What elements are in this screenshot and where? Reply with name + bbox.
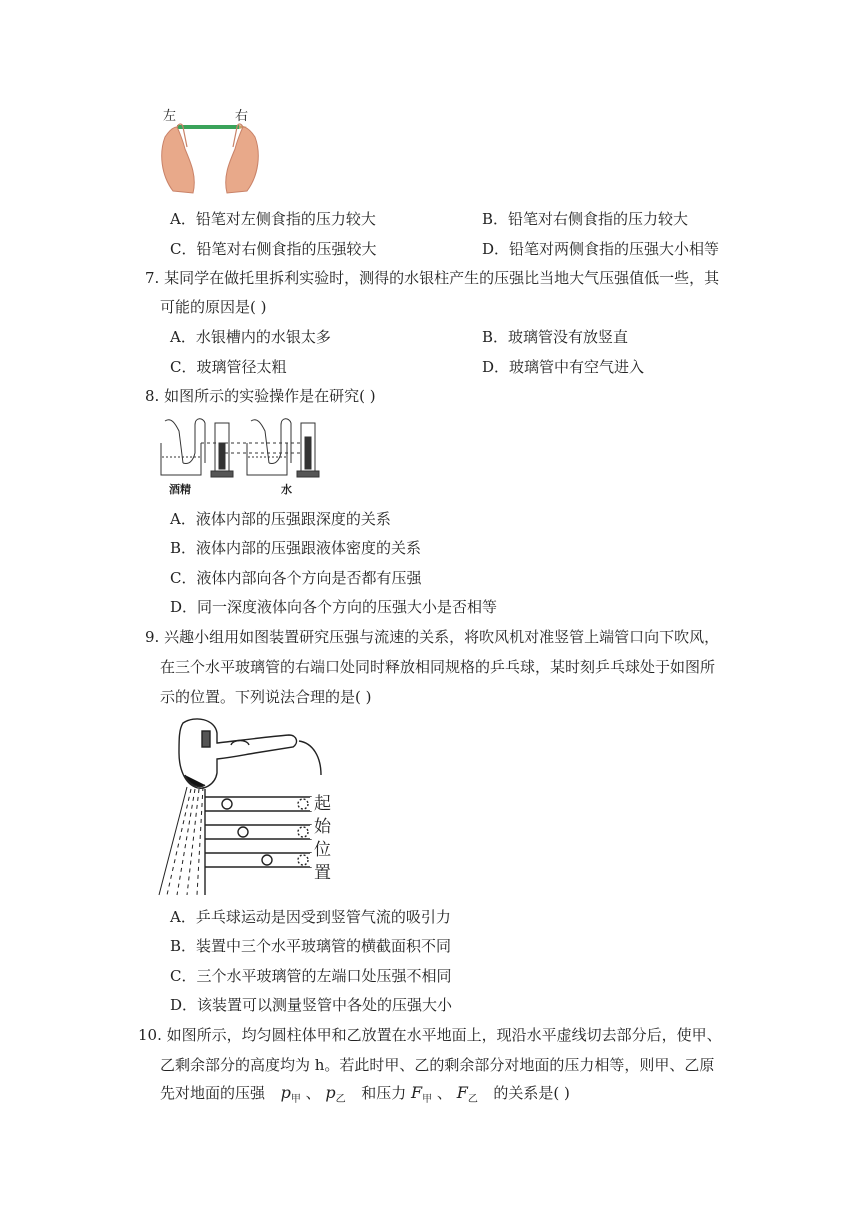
symbol-p-jia: p (280, 1083, 291, 1102)
horizontal-tube-3 (205, 853, 311, 867)
horizontal-tube-2 (205, 825, 311, 839)
horizontal-tube-1 (205, 797, 311, 811)
symbol-f-jia: F (411, 1083, 423, 1102)
q7-stem-line2: 可能的原因是( ) (160, 298, 267, 316)
label-start-2: 始 (314, 817, 331, 837)
pencil-fingers-figure (155, 105, 265, 197)
q8-option-b: B．液体内部的压强跟液体密度的关系 (170, 539, 422, 557)
power-cord (299, 741, 321, 775)
dryer-switch (202, 731, 210, 747)
label-left: 左 (163, 109, 177, 124)
hairdryer-tube-figure (155, 713, 340, 898)
label-water: 水 (281, 483, 292, 496)
sep-1: 、 (305, 1084, 321, 1102)
hairdryer-tube-illustration (155, 713, 340, 898)
and-force: 和压力 (361, 1084, 407, 1102)
q8-option-c: C．液体内部向各个方向是否都有压强 (170, 569, 422, 587)
label-alcohol: 酒精 (169, 483, 191, 496)
start-ball-1 (298, 799, 308, 809)
pencil-body (177, 125, 239, 129)
q8-option-a: A．液体内部的压强跟深度的关系 (170, 510, 391, 528)
q8-option-d: D．同一深度液体向各个方向的压强大小是否相等 (170, 598, 498, 616)
q10-line3-start: 先对地面的压强 (160, 1084, 266, 1102)
hair-dryer (179, 719, 296, 788)
label-right: 右 (235, 109, 249, 124)
q7-option-b: B．玻璃管没有放竖直 (482, 328, 629, 346)
right-hand (226, 127, 259, 193)
symbol-p-yi: p (325, 1083, 336, 1102)
pressure-gauge-figure (155, 413, 325, 497)
q10-stem-line3 (160, 1083, 570, 1110)
q9-option-a: A．乒乓球运动是因受到竖管气流的吸引力 (170, 908, 451, 926)
q9-stem-line1: 9. 兴趣小组用如图装置研究压强与流速的关系，将吹风机对准竖管上端管口向下吹风， (145, 628, 720, 646)
label-start-1: 起 (314, 794, 331, 814)
sub-jia-2: 甲 (422, 1094, 433, 1105)
q7-option-a: A．水银槽内的水银太多 (170, 328, 331, 346)
start-ball-3 (298, 855, 308, 865)
q6-option-b: B．铅笔对右侧食指的压力较大 (482, 210, 689, 228)
sep-2: 、 (436, 1084, 452, 1102)
start-ball-2 (298, 827, 308, 837)
symbol-f-yi: F (456, 1083, 468, 1102)
q7-option-c: C．玻璃管径太粗 (170, 358, 287, 376)
sub-yi-2: 乙 (467, 1094, 478, 1105)
ball-3 (262, 855, 272, 865)
q10-stem-line1: 10. 如图所示，均匀圆柱体甲和乙放置在水平地面上，现沿水平虚线切去部分后，使甲、 (138, 1026, 722, 1044)
q9-stem-line3: 示的位置。下列说法合理的是( ) (160, 688, 372, 706)
sub-jia-1: 甲 (290, 1094, 301, 1105)
q8-stem: 8. 如图所示的实验操作是在研究( ) (145, 387, 376, 405)
label-start-3: 位 (314, 840, 331, 860)
q10-line3-end: 的关系是( ) (493, 1084, 570, 1102)
label-start-4: 置 (314, 863, 331, 883)
q6-option-c: C．铅笔对右侧食指的压强较大 (170, 240, 377, 258)
q6-option-a: A．铅笔对左侧食指的压力较大 (170, 210, 376, 228)
ball-1 (222, 799, 232, 809)
q9-option-d: D．该装置可以测量竖管中各处的压强大小 (170, 996, 453, 1014)
sub-yi-1: 乙 (335, 1094, 346, 1105)
ball-2 (238, 827, 248, 837)
q7-stem-line1: 7. 某同学在做托里拆利实验时，测得的水银柱产生的压强比当地大气压强值低一些，其 (145, 269, 720, 287)
q10-stem-line2: 乙剩余部分的高度均为 h。若此时甲、乙的剩余部分对地面的压力相等，则甲、乙原 (160, 1056, 715, 1074)
left-hand (162, 127, 195, 193)
q9-option-c: C．三个水平玻璃管的左端口处压强不相同 (170, 967, 452, 985)
q9-option-b: B．装置中三个水平玻璃管的横截面积不同 (170, 937, 452, 955)
q9-stem-line2: 在三个水平玻璃管的右端口处同时释放相同规格的乒乓球，某时刻乒乓球处于如图所 (160, 658, 716, 676)
q6-option-d: D．铅笔对两侧食指的压强大小相等 (482, 240, 720, 258)
q7-option-d: D．玻璃管中有空气进入 (482, 358, 645, 376)
